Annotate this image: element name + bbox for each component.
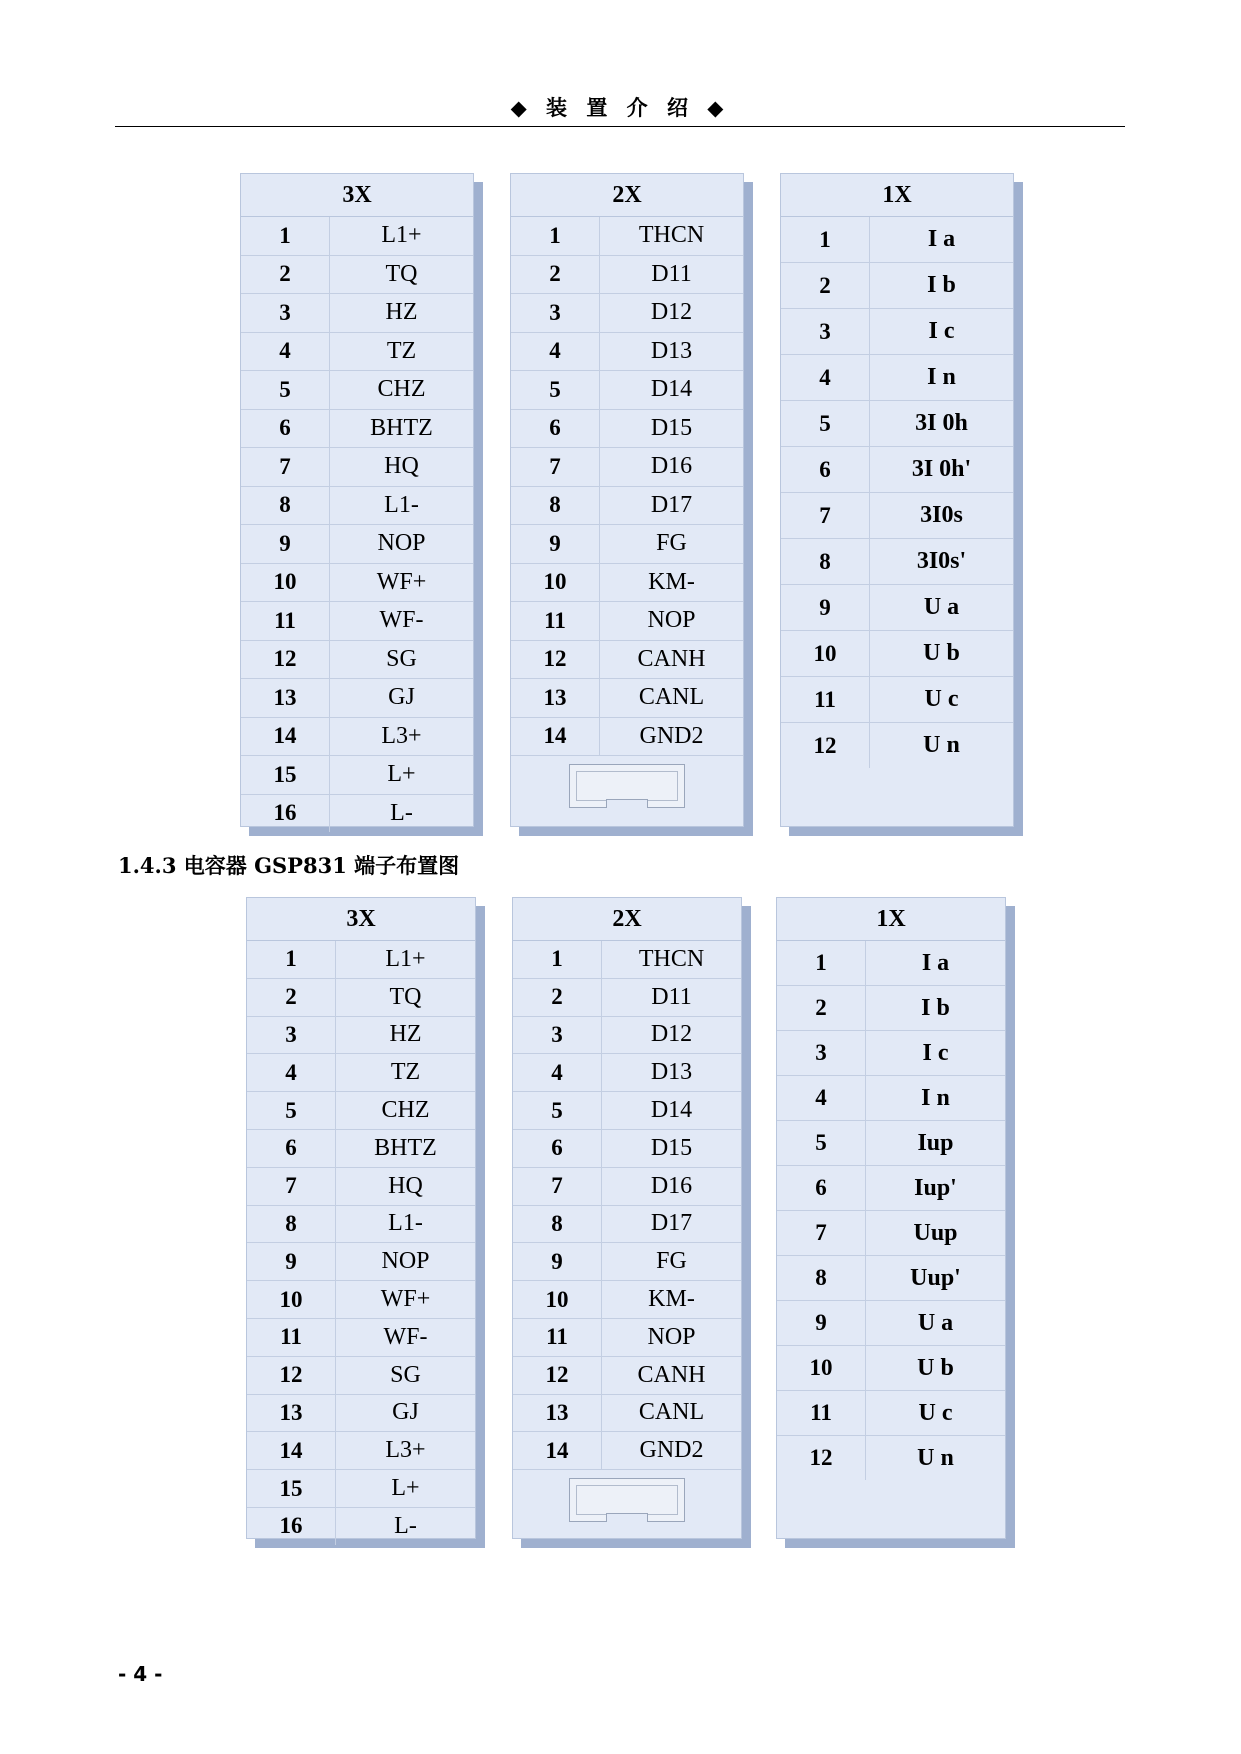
terminal-row bbox=[777, 1391, 1005, 1436]
terminal-row bbox=[247, 979, 475, 1017]
terminal-row bbox=[247, 1017, 475, 1055]
terminal-row bbox=[241, 410, 473, 449]
terminal-block-title: 1X bbox=[781, 174, 1013, 217]
terminal-row bbox=[241, 718, 473, 757]
terminal-number: 2 bbox=[247, 979, 336, 1016]
terminal-label: Uup bbox=[913, 1219, 958, 1246]
terminal-row bbox=[513, 1395, 741, 1433]
terminal-number: 8 bbox=[241, 487, 330, 525]
terminal-row bbox=[777, 1346, 1005, 1391]
terminal-row bbox=[781, 493, 1013, 539]
terminal-label: THCN bbox=[638, 222, 705, 249]
terminal-row bbox=[511, 371, 743, 410]
terminal-label: I b bbox=[921, 994, 950, 1021]
terminal-row bbox=[513, 1243, 741, 1281]
port-latch-icon bbox=[606, 1513, 648, 1522]
terminal-block-3x bbox=[246, 897, 476, 1539]
terminal-label: NOP bbox=[377, 530, 426, 557]
terminal-label: D12 bbox=[650, 299, 693, 326]
terminal-label: L1+ bbox=[381, 222, 422, 249]
terminal-number: 8 bbox=[781, 539, 870, 584]
terminal-label: I c bbox=[922, 1039, 949, 1066]
section-title: 1.4.3 电容器 GSP831 端子布置图 bbox=[118, 853, 460, 878]
terminal-row bbox=[511, 217, 743, 256]
terminal-number: 8 bbox=[777, 1256, 866, 1300]
terminal-number: 13 bbox=[247, 1395, 336, 1432]
terminal-number: 7 bbox=[781, 493, 870, 538]
terminal-label: U c bbox=[918, 1399, 953, 1426]
terminal-number: 12 bbox=[777, 1436, 866, 1480]
terminal-row bbox=[241, 679, 473, 718]
terminal-number: 2 bbox=[781, 263, 870, 308]
terminal-label: HZ bbox=[385, 299, 418, 326]
terminal-row bbox=[777, 1301, 1005, 1346]
terminal-row bbox=[241, 294, 473, 333]
terminal-number: 9 bbox=[513, 1243, 602, 1280]
terminal-number: 11 bbox=[781, 677, 870, 722]
terminal-number: 10 bbox=[511, 564, 600, 602]
terminal-row bbox=[781, 723, 1013, 768]
terminal-label: I b bbox=[927, 272, 956, 298]
terminal-number: 14 bbox=[247, 1432, 336, 1469]
terminal-row bbox=[247, 1092, 475, 1130]
terminal-row bbox=[511, 410, 743, 449]
terminal-number: 5 bbox=[777, 1121, 866, 1165]
terminal-row bbox=[241, 487, 473, 526]
terminal-label: WF- bbox=[379, 607, 424, 634]
terminal-number: 11 bbox=[777, 1391, 866, 1435]
terminal-row bbox=[241, 371, 473, 410]
terminal-number: 1 bbox=[511, 217, 600, 255]
terminal-label: L- bbox=[390, 799, 413, 826]
terminal-number: 15 bbox=[247, 1470, 336, 1507]
terminal-label: SG bbox=[386, 645, 417, 672]
terminal-label: THCN bbox=[638, 945, 705, 972]
terminal-label: KM- bbox=[648, 568, 695, 595]
terminal-number: 14 bbox=[511, 718, 600, 756]
terminal-number: 12 bbox=[241, 641, 330, 679]
terminal-label: D13 bbox=[650, 1059, 693, 1086]
terminal-label: D14 bbox=[650, 376, 693, 403]
terminal-row bbox=[513, 1432, 741, 1469]
terminal-number: 10 bbox=[513, 1281, 602, 1318]
terminal-row bbox=[511, 333, 743, 372]
terminal-label: U n bbox=[923, 732, 960, 758]
terminal-list bbox=[513, 941, 741, 1469]
terminal-number: 2 bbox=[511, 256, 600, 294]
terminal-label: GND2 bbox=[639, 1437, 704, 1464]
terminal-row bbox=[777, 1436, 1005, 1480]
terminal-label: TZ bbox=[390, 1059, 421, 1086]
terminal-number: 1 bbox=[241, 217, 330, 255]
terminal-label: FG bbox=[656, 1248, 687, 1275]
terminal-number: 8 bbox=[513, 1206, 602, 1243]
terminal-number: 13 bbox=[513, 1395, 602, 1432]
terminal-row bbox=[513, 1168, 741, 1206]
terminal-number: 10 bbox=[781, 631, 870, 676]
terminal-label: 3I0s bbox=[920, 502, 963, 528]
port-latch-icon bbox=[606, 799, 648, 808]
terminal-list bbox=[511, 217, 743, 755]
terminal-row bbox=[241, 641, 473, 680]
terminal-number: 6 bbox=[511, 410, 600, 448]
terminal-number: 3 bbox=[781, 309, 870, 354]
terminal-label: D11 bbox=[651, 260, 692, 287]
terminal-label: D11 bbox=[651, 983, 692, 1010]
terminal-row bbox=[781, 355, 1013, 401]
terminal-number: 11 bbox=[513, 1319, 602, 1356]
terminal-row bbox=[511, 294, 743, 333]
terminal-label: D13 bbox=[650, 337, 693, 364]
terminal-row bbox=[781, 631, 1013, 677]
terminal-label: HZ bbox=[389, 1021, 422, 1048]
terminal-number: 7 bbox=[247, 1168, 336, 1205]
terminal-label: WF- bbox=[383, 1323, 428, 1350]
terminal-row bbox=[247, 1168, 475, 1206]
connector-area bbox=[513, 1469, 741, 1551]
terminal-row bbox=[247, 941, 475, 979]
terminal-number: 3 bbox=[777, 1031, 866, 1075]
terminal-number: 6 bbox=[777, 1166, 866, 1210]
terminal-number: 4 bbox=[513, 1054, 602, 1091]
terminal-row bbox=[511, 564, 743, 603]
terminal-number: 11 bbox=[511, 602, 600, 640]
terminal-number: 13 bbox=[511, 679, 600, 717]
terminal-number: 14 bbox=[241, 718, 330, 756]
terminal-label: NOP bbox=[647, 607, 696, 634]
terminal-label: Iup' bbox=[914, 1174, 957, 1201]
terminal-label: BHTZ bbox=[374, 1134, 437, 1161]
terminal-number: 8 bbox=[247, 1206, 336, 1243]
terminal-label: CHZ bbox=[377, 376, 426, 403]
terminal-row bbox=[513, 1281, 741, 1319]
terminal-number: 15 bbox=[241, 756, 330, 794]
ethernet-port-icon bbox=[569, 764, 685, 808]
terminal-row bbox=[777, 1121, 1005, 1166]
terminal-label: HQ bbox=[388, 1172, 423, 1199]
terminal-label: D16 bbox=[650, 1172, 693, 1199]
terminal-row bbox=[511, 641, 743, 680]
terminal-label: U b bbox=[917, 1354, 954, 1381]
terminal-label: KM- bbox=[648, 1286, 695, 1313]
terminal-label: CANH bbox=[637, 645, 706, 672]
terminal-label: NOP bbox=[647, 1323, 696, 1350]
terminal-row bbox=[781, 539, 1013, 585]
terminal-label: L3+ bbox=[381, 722, 422, 749]
terminal-row bbox=[247, 1508, 475, 1545]
terminal-row bbox=[511, 718, 743, 756]
terminal-row bbox=[511, 679, 743, 718]
terminal-label: HQ bbox=[384, 453, 419, 480]
terminal-number: 3 bbox=[241, 294, 330, 332]
terminal-number: 16 bbox=[247, 1508, 336, 1545]
terminal-block-3x bbox=[240, 173, 474, 827]
terminal-label: CANL bbox=[638, 684, 705, 711]
terminal-label: D12 bbox=[650, 1021, 693, 1048]
terminal-label: D15 bbox=[650, 1134, 693, 1161]
terminal-row bbox=[513, 1054, 741, 1092]
terminal-label: GJ bbox=[388, 684, 415, 711]
terminal-number: 12 bbox=[247, 1357, 336, 1394]
terminal-row bbox=[241, 448, 473, 487]
terminal-label: TZ bbox=[386, 337, 417, 364]
terminal-label: U c bbox=[924, 686, 959, 712]
terminal-label: U n bbox=[917, 1444, 954, 1471]
terminal-label: D17 bbox=[650, 1210, 693, 1237]
terminal-row bbox=[247, 1319, 475, 1357]
terminal-block-2x bbox=[510, 173, 744, 827]
terminal-row bbox=[241, 333, 473, 372]
terminal-number: 5 bbox=[247, 1092, 336, 1129]
terminal-block-1x bbox=[780, 173, 1014, 827]
terminal-number: 6 bbox=[781, 447, 870, 492]
terminal-label: I a bbox=[921, 949, 950, 976]
terminal-label: D14 bbox=[650, 1097, 693, 1124]
terminal-label: L1- bbox=[388, 1210, 423, 1237]
terminal-row bbox=[511, 256, 743, 295]
terminal-number: 16 bbox=[241, 795, 330, 833]
terminal-row bbox=[511, 487, 743, 526]
terminal-number: 4 bbox=[777, 1076, 866, 1120]
terminal-label: I a bbox=[927, 226, 956, 252]
terminal-label: TQ bbox=[389, 983, 422, 1010]
terminal-number: 7 bbox=[777, 1211, 866, 1255]
terminal-row bbox=[781, 309, 1013, 355]
terminal-row bbox=[241, 756, 473, 795]
terminal-number: 5 bbox=[513, 1092, 602, 1129]
terminal-row bbox=[777, 1211, 1005, 1256]
terminal-row bbox=[777, 1076, 1005, 1121]
terminal-label: WF+ bbox=[376, 568, 427, 595]
terminal-label: CANL bbox=[638, 1399, 705, 1426]
terminal-label: I n bbox=[927, 364, 956, 390]
terminal-row bbox=[513, 1206, 741, 1244]
terminal-label: 3I 0h bbox=[915, 410, 968, 436]
terminal-row bbox=[241, 217, 473, 256]
terminal-number: 6 bbox=[247, 1130, 336, 1167]
terminal-number: 9 bbox=[777, 1301, 866, 1345]
terminal-number: 3 bbox=[511, 294, 600, 332]
terminal-label: SG bbox=[390, 1361, 421, 1388]
terminal-number: 12 bbox=[781, 723, 870, 768]
terminal-label: GND2 bbox=[639, 722, 704, 749]
terminal-label: D16 bbox=[650, 453, 693, 480]
connector-area bbox=[511, 755, 743, 839]
terminal-row bbox=[241, 795, 473, 833]
terminal-label: BHTZ bbox=[370, 414, 433, 441]
terminal-number: 13 bbox=[241, 679, 330, 717]
terminal-number: 4 bbox=[241, 333, 330, 371]
terminal-number: 11 bbox=[247, 1319, 336, 1356]
terminal-row bbox=[777, 1031, 1005, 1076]
terminal-label: CHZ bbox=[381, 1097, 430, 1124]
terminal-block-title: 3X bbox=[241, 174, 473, 217]
terminal-label: FG bbox=[656, 530, 687, 557]
terminal-number: 1 bbox=[247, 941, 336, 978]
terminal-number: 9 bbox=[247, 1243, 336, 1280]
terminal-row bbox=[513, 1092, 741, 1130]
terminal-block-title: 2X bbox=[511, 174, 743, 217]
terminal-row bbox=[777, 941, 1005, 986]
terminal-label: U a bbox=[923, 594, 960, 620]
terminal-row bbox=[777, 986, 1005, 1031]
terminal-label: D15 bbox=[650, 414, 693, 441]
page-header bbox=[115, 92, 1125, 127]
terminal-number: 1 bbox=[513, 941, 602, 978]
terminal-label: U b bbox=[923, 640, 960, 666]
terminal-row bbox=[241, 525, 473, 564]
terminal-label: D17 bbox=[650, 491, 693, 518]
header-title: ◆ 装 置 介 绍 ◆ bbox=[510, 96, 730, 120]
terminal-block-title: 1X bbox=[777, 898, 1005, 941]
terminal-block-1x bbox=[776, 897, 1006, 1539]
terminal-row bbox=[513, 979, 741, 1017]
terminal-number: 10 bbox=[777, 1346, 866, 1390]
terminal-number: 5 bbox=[511, 371, 600, 409]
terminal-row bbox=[513, 1130, 741, 1168]
terminal-row bbox=[241, 602, 473, 641]
terminal-row bbox=[247, 1357, 475, 1395]
terminal-label: I c bbox=[928, 318, 955, 344]
terminal-row bbox=[511, 525, 743, 564]
terminal-row bbox=[781, 217, 1013, 263]
terminal-number: 7 bbox=[513, 1168, 602, 1205]
terminal-row bbox=[247, 1470, 475, 1508]
terminal-row bbox=[241, 564, 473, 603]
ethernet-port-icon bbox=[569, 1478, 685, 1522]
terminal-number: 1 bbox=[781, 217, 870, 262]
terminal-number: 8 bbox=[511, 487, 600, 525]
terminal-row bbox=[247, 1395, 475, 1433]
terminal-number: 5 bbox=[241, 371, 330, 409]
terminal-label: 3I 0h' bbox=[911, 456, 972, 482]
terminal-number: 1 bbox=[777, 941, 866, 985]
terminal-label: L1+ bbox=[385, 945, 426, 972]
terminal-label: L1- bbox=[384, 491, 419, 518]
terminal-label: Iup bbox=[917, 1129, 954, 1156]
terminal-label: Uup' bbox=[910, 1264, 961, 1291]
terminal-number: 9 bbox=[241, 525, 330, 563]
terminal-list bbox=[241, 217, 473, 832]
terminal-list bbox=[777, 941, 1005, 1480]
terminal-row bbox=[781, 677, 1013, 723]
terminal-number: 9 bbox=[511, 525, 600, 563]
terminal-row bbox=[777, 1166, 1005, 1211]
terminal-number: 9 bbox=[781, 585, 870, 630]
terminal-label: NOP bbox=[381, 1248, 430, 1275]
terminal-row bbox=[781, 447, 1013, 493]
terminal-list bbox=[781, 217, 1013, 768]
terminal-label: U a bbox=[917, 1309, 954, 1336]
terminal-row bbox=[781, 401, 1013, 447]
terminal-row bbox=[247, 1281, 475, 1319]
terminal-row bbox=[247, 1432, 475, 1470]
terminal-number: 2 bbox=[513, 979, 602, 1016]
terminal-row bbox=[511, 602, 743, 641]
terminal-block-2x bbox=[512, 897, 742, 1539]
terminal-number: 5 bbox=[781, 401, 870, 446]
terminal-label: TQ bbox=[385, 260, 418, 287]
terminal-block-title: 3X bbox=[247, 898, 475, 941]
terminal-number: 12 bbox=[511, 641, 600, 679]
terminal-number: 3 bbox=[513, 1017, 602, 1054]
terminal-number: 10 bbox=[247, 1281, 336, 1318]
terminal-label: I n bbox=[921, 1084, 950, 1111]
terminal-row bbox=[511, 448, 743, 487]
terminal-number: 4 bbox=[511, 333, 600, 371]
terminal-list bbox=[247, 941, 475, 1545]
terminal-block-title: 2X bbox=[513, 898, 741, 941]
terminal-row bbox=[513, 1357, 741, 1395]
terminal-number: 4 bbox=[781, 355, 870, 400]
terminal-number: 6 bbox=[241, 410, 330, 448]
terminal-label: L+ bbox=[391, 1475, 420, 1502]
terminal-number: 4 bbox=[247, 1054, 336, 1091]
terminal-label: CANH bbox=[637, 1361, 706, 1388]
terminal-number: 7 bbox=[511, 448, 600, 486]
page-number: - 4 - bbox=[118, 1662, 163, 1686]
terminal-row bbox=[513, 941, 741, 979]
terminal-row bbox=[781, 263, 1013, 309]
terminal-row bbox=[247, 1206, 475, 1244]
terminal-number: 2 bbox=[777, 986, 866, 1030]
terminal-label: 3I0s' bbox=[916, 548, 967, 574]
terminal-number: 14 bbox=[513, 1432, 602, 1469]
terminal-number: 3 bbox=[247, 1017, 336, 1054]
terminal-number: 2 bbox=[241, 256, 330, 294]
terminal-row bbox=[777, 1256, 1005, 1301]
terminal-label: WF+ bbox=[380, 1286, 431, 1313]
terminal-row bbox=[247, 1130, 475, 1168]
terminal-number: 11 bbox=[241, 602, 330, 640]
terminal-row bbox=[513, 1017, 741, 1055]
terminal-label: L+ bbox=[387, 761, 416, 788]
terminal-number: 7 bbox=[241, 448, 330, 486]
terminal-label: GJ bbox=[392, 1399, 419, 1426]
terminal-label: L3+ bbox=[385, 1437, 426, 1464]
terminal-number: 12 bbox=[513, 1357, 602, 1394]
terminal-row bbox=[247, 1054, 475, 1092]
terminal-row bbox=[241, 256, 473, 295]
terminal-number: 10 bbox=[241, 564, 330, 602]
terminal-row bbox=[247, 1243, 475, 1281]
terminal-number: 6 bbox=[513, 1130, 602, 1167]
terminal-label: L- bbox=[394, 1512, 417, 1539]
terminal-row bbox=[781, 585, 1013, 631]
terminal-row bbox=[513, 1319, 741, 1357]
